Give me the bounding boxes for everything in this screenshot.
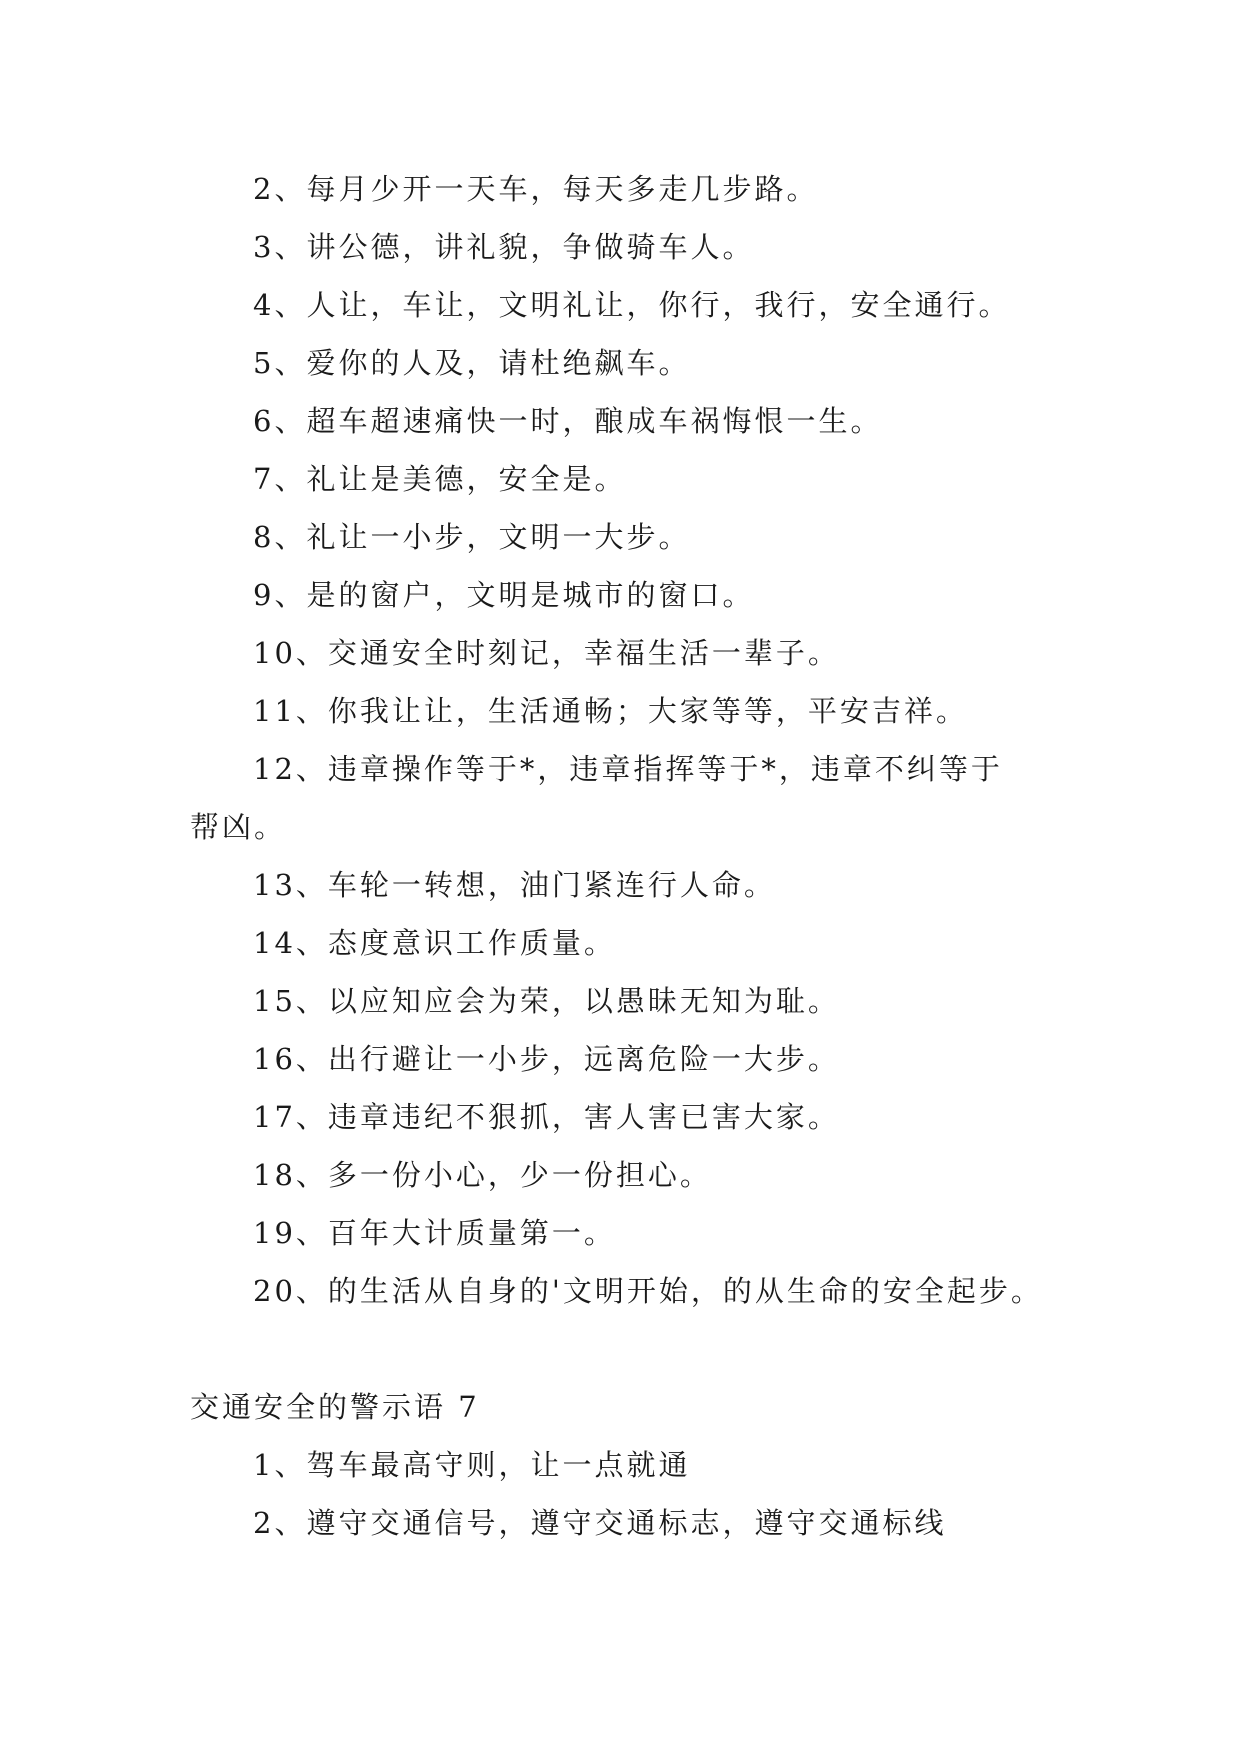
list-item: 7、礼让是美德，安全是。 xyxy=(253,462,627,496)
list-item: 6、超车超速痛快一时，酿成车祸悔恨一生。 xyxy=(253,404,883,438)
list-item: 8、礼让一小步，文明一大步。 xyxy=(253,520,691,554)
list-item: 1、驾车最高守则，让一点就通 xyxy=(253,1448,691,1482)
list-item: 17、违章违纪不狠抓，害人害已害大家。 xyxy=(253,1100,840,1134)
list-item: 3、讲公德，讲礼貌，争做骑车人。 xyxy=(253,230,755,264)
list-item: 15、以应知应会为荣，以愚昧无知为耻。 xyxy=(253,984,840,1018)
list-item-12-line-1: 12、违章操作等于*，违章指挥等于*，违章不纠等于 xyxy=(253,752,1003,786)
list-item: 14、态度意识工作质量。 xyxy=(253,926,616,960)
list-item: 11、你我让让，生活通畅；大家等等，平安吉祥。 xyxy=(253,694,968,728)
list-item: 18、多一份小心，少一份担心。 xyxy=(253,1158,712,1192)
list-item: 16、出行避让一小步，远离危险一大步。 xyxy=(253,1042,840,1076)
list-item-12-line-2: 帮凶。 xyxy=(190,810,287,844)
list-item: 20、的生活从自身的'文明开始，的从生命的安全起步。 xyxy=(253,1274,1043,1308)
list-item: 13、车轮一转想，油门紧连行人命。 xyxy=(253,868,776,902)
list-item: 2、遵守交通信号，遵守交通标志，遵守交通标线 xyxy=(253,1506,947,1540)
list-item: 2、每月少开一天车，每天多走几步路。 xyxy=(253,172,819,206)
list-item: 4、人让，车让，文明礼让，你行，我行，安全通行。 xyxy=(253,288,1011,322)
paragraph-spacer xyxy=(190,1320,1070,1378)
section-heading: 交通安全的警示语 7 xyxy=(190,1390,480,1424)
document-body xyxy=(190,160,1070,1552)
list-item: 5、爱你的人及，请杜绝飙车。 xyxy=(253,346,691,380)
list-item: 10、交通安全时刻记，幸福生活一辈子。 xyxy=(253,636,840,670)
list-item: 9、是的窗户，文明是城市的窗口。 xyxy=(253,578,755,612)
list-item: 19、百年大计质量第一。 xyxy=(253,1216,616,1250)
